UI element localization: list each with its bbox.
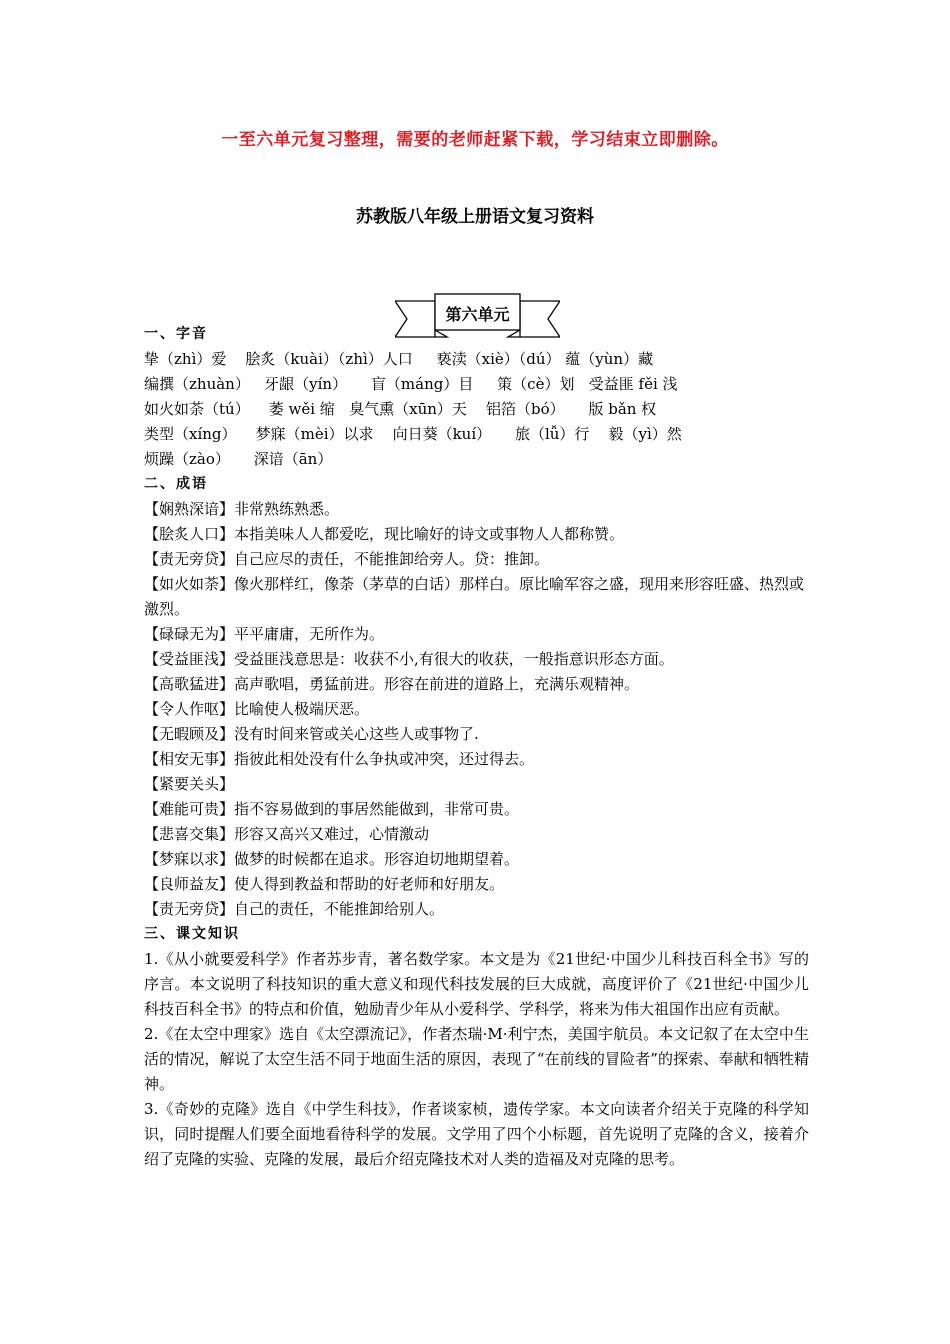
pronunciation-line: 挚（zhì）爱 脍炙（kuài）（zhì）人口 亵渎（xiè）（dú） 蕴（yùn）藏 <box>144 350 654 368</box>
knowledge-paragraph: 2.《在太空中理家》选自《太空漂流记》，作者杰瑞·M·利宁杰，美国宇航员。本文记叙了在太空中生活的情况，解说了太空生活不同于地面生活的原因，表现了“在前线的冒险者”的探索、奉献和牺牲精神。 <box>144 1025 809 1093</box>
idiom-item: 【责无旁贷】自己应尽的责任，不能推卸给旁人。贷：推卸。 <box>144 550 550 568</box>
idiom-item: 【无暇顾及】没有时间来管或关心这些人或事物了. <box>144 725 479 743</box>
download-notice: 一至六单元复习整理，需要的老师赶紧下载，学习结束立即删除。 <box>221 130 729 150</box>
idiom-item: 【责无旁贷】自己的责任，不能推卸给别人。 <box>144 900 445 918</box>
pronunciation-line: 如火如荼（tú） 萎 wěi 缩 臭气熏（xūn）天 铝箔（bó） 版 bǎn 权 <box>144 400 657 418</box>
idiom-item: 【相安无事】指彼此相处没有什么争执或冲突，还过得去。 <box>144 750 535 768</box>
idiom-item: 【紧要关头】 <box>144 775 235 793</box>
idiom-item: 【悲喜交集】形容又高兴又难过，心情激动 <box>144 825 430 843</box>
idiom-item: 【令人作呕】比喻使人极端厌恶。 <box>144 700 370 718</box>
document-title: 苏教版八年级上册语文复习资料 <box>356 207 594 227</box>
section-heading-idioms: 二、成语 <box>144 476 208 492</box>
section-heading-knowledge: 三、课文知识 <box>144 926 240 942</box>
idiom-item: 【受益匪浅】受益匪浅意思是：收获不小,有很大的收获，一般指意识形态方面。 <box>144 650 674 668</box>
idiom-item: 【梦寐以求】做梦的时候都在追求。形容迫切地期望着。 <box>144 850 520 868</box>
document-body <box>144 322 809 1172</box>
idiom-item: 【娴熟深谙】非常熟练熟悉。 <box>144 500 340 518</box>
idiom-item: 【如火如荼】像火那样红，像荼（茅草的白话）那样白。原比喻军容之盛，现用来形容旺盛、热烈或激烈。 <box>144 575 805 618</box>
pronunciation-line: 编撰（zhuàn） 牙龈（yín） 盲（máng）目 策（cè）划 受益匪 fěi 浅 <box>144 375 678 393</box>
idiom-item: 【碌碌无为】平平庸庸，无所作为。 <box>144 625 385 643</box>
idiom-item: 【难能可贵】指不容易做到的事居然能做到，非常可贵。 <box>144 800 520 818</box>
unit-banner-label: 第六单元 <box>445 305 510 324</box>
section-heading-pronunciation: 一、字音 <box>144 326 208 342</box>
knowledge-paragraph: 1.《从小就要爱科学》作者苏步青，著名数学家。本文是为《21世纪·中国少儿科技百科全书》写的序言。本文说明了科技知识的重大意义和现代科技发展的巨大成就，高度评价了《21世纪·中国少儿科技百科全书》的特点和价值，勉励青少年从小爱科学、学科学，将来为伟大祖国作出应有贡献。 <box>144 950 809 1018</box>
pronunciation-line: 类型（xíng） 梦寐（mèi）以求 向日葵（kuí） 旅（lǚ）行 毅（yì）然 <box>144 425 682 443</box>
idiom-item: 【脍炙人口】本指美味人人都爱吃，现比喻好的诗文或事物人人都称赞。 <box>144 525 625 543</box>
idiom-item: 【高歌猛进】高声歌唱，勇猛前进。形容在前进的道路上，充满乐观精神。 <box>144 675 640 693</box>
pronunciation-line: 烦躁（zào） 深谙（ān） <box>144 450 333 468</box>
knowledge-paragraph: 3.《奇妙的克隆》选自《中学生科技》，作者谈家桢，遗传学家。本文向读者介绍关于克隆的科学知识，同时提醒人们要全面地看待科学的发展。文学用了四个小标题，首先说明了克隆的含义，接着介绍了克隆的实验、克隆的发展，最后介绍克隆技术对人类的造福及对克隆的思考。 <box>144 1100 809 1168</box>
idiom-item: 【良师益友】使人得到教益和帮助的好老师和好朋友。 <box>144 875 505 893</box>
